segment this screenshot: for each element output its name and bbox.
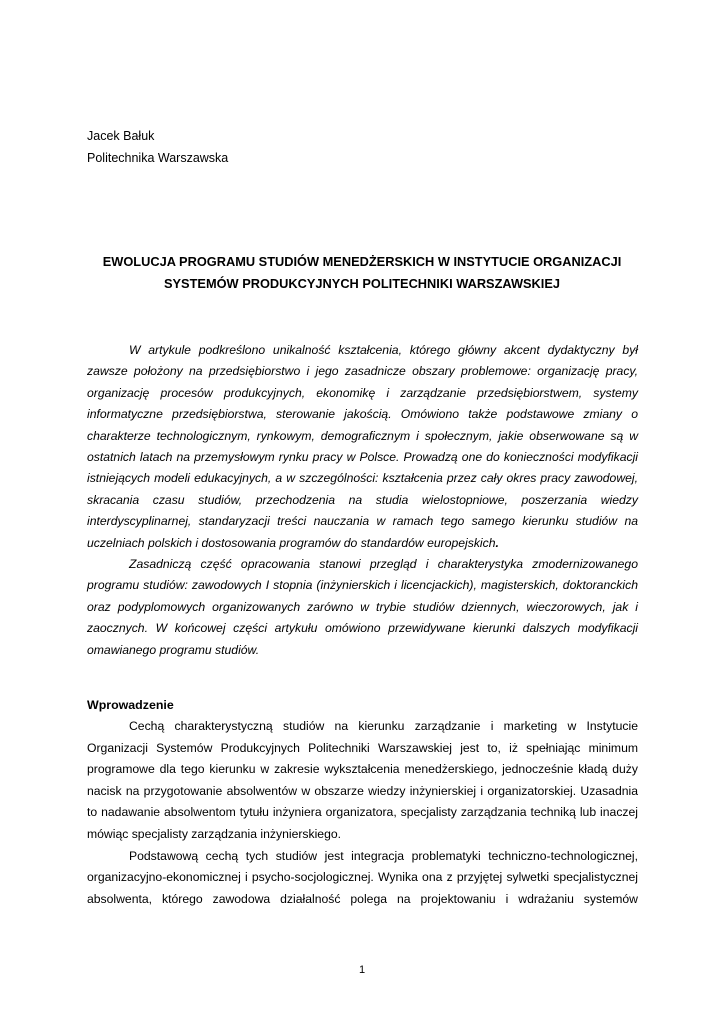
author-affiliation: Politechnika Warszawska bbox=[87, 151, 229, 165]
title-line-2: SYSTEMÓW PRODUKCYJNYCH POLITECHNIKI WARSZAWSKIEJ bbox=[163, 276, 561, 291]
introduction-paragraph-2: Podstawową cechą tych studiów jest integracja problematyki techniczno-technologicznej, organizacyjno-ekonomicznej i psycho-socjologicznej. Wynika ona z przyjętej sylwetki specjalistycznej absolwenta, którego zawodowa działalność polega na projektowaniu i wdrażaniu systemów bbox=[87, 848, 638, 906]
page-number: 1 bbox=[358, 964, 366, 976]
introduction-body bbox=[87, 716, 638, 910]
abstract-paragraph-1-end: . bbox=[495, 535, 499, 550]
abstract-paragraph-1 bbox=[87, 340, 638, 554]
abstract-paragraph-1-text: W artykule podkreślono unikalność kształcenia, którego główny akcent dydaktyczny był zawsze położony na przedsiębiorstwo i jego zasadnicze obszary problemowe: organizację pracy, organizację procesów produkcyjnych, ekonomikę i zarządzanie przedsiębiorstwem, systemy informatyczne przedsiębiorstwa, sterowanie jakością. Omówiono także podstawowe zmiany o charakterze technologicznym, rynkowym, demograficznym i społecznym, jakie obserwowane są w ostatnich latach na przemysłowym rynku pracy w Polsce. Prowadzą one do konieczności modyfikacji istniejących modeli edukacyjnych, a w szczególności: kształcenia przez cały okres pracy zawodowej, skracania czasu studiów, przechodzenia na studia wielostopniowe, poszerzania wiedzy interdyscyplinarnej, standaryzacji treści nauczania w ramach tego samego kierunku studiów na uczelniach polskich i dostosowania programów do standardów europejskich bbox=[87, 343, 638, 550]
paper-title bbox=[70, 251, 654, 295]
abstract-paragraph-2: Zasadniczą część opracowania stanowi przegląd i charakterystyka zmodernizowanego programu studiów: zawodowych I stopnia (inżynierskich i licencjackich), magisterskich, doktoranckich oraz podyplomowych organizowanych zarówno w trybie studiów dziennych, wieczorowych, jak i zaocznych. W końcowej części artykułu omówiono przewidywane kierunki dalszych modyfikacji omawianego programu studiów. bbox=[87, 557, 638, 657]
introduction-paragraph-1: Cechą charakterystyczną studiów na kierunku zarządzanie i marketing w Instytucie Organizacji Systemów Produkcyjnych Politechniki Warszawskiej jest to, iż spełniając minimum programowe dla tego kierunku w zakresie wykształcenia menedżerskiego, jednocześnie kładą duży nacisk na przygotowanie absolwentów w obszarze wiedzy inżynierskiej i organizatorskiej. Uzasadnia to nadawanie absolwentom tytułu inżyniera organizatora, specjalisty zarządzania techniką lub inaczej mówiąc specjalisty zarządzania inżynierskiego. bbox=[87, 719, 638, 841]
author-name: Jacek Bałuk bbox=[87, 129, 155, 143]
title-line-1: EWOLUCJA PROGRAMU STUDIÓW MENEDŻERSKICH W INSTYTUCIE ORGANIZACJI bbox=[102, 254, 622, 269]
abstract bbox=[87, 340, 638, 661]
section-heading-introduction: Wprowadzenie bbox=[87, 698, 174, 712]
author-block bbox=[87, 125, 228, 169]
